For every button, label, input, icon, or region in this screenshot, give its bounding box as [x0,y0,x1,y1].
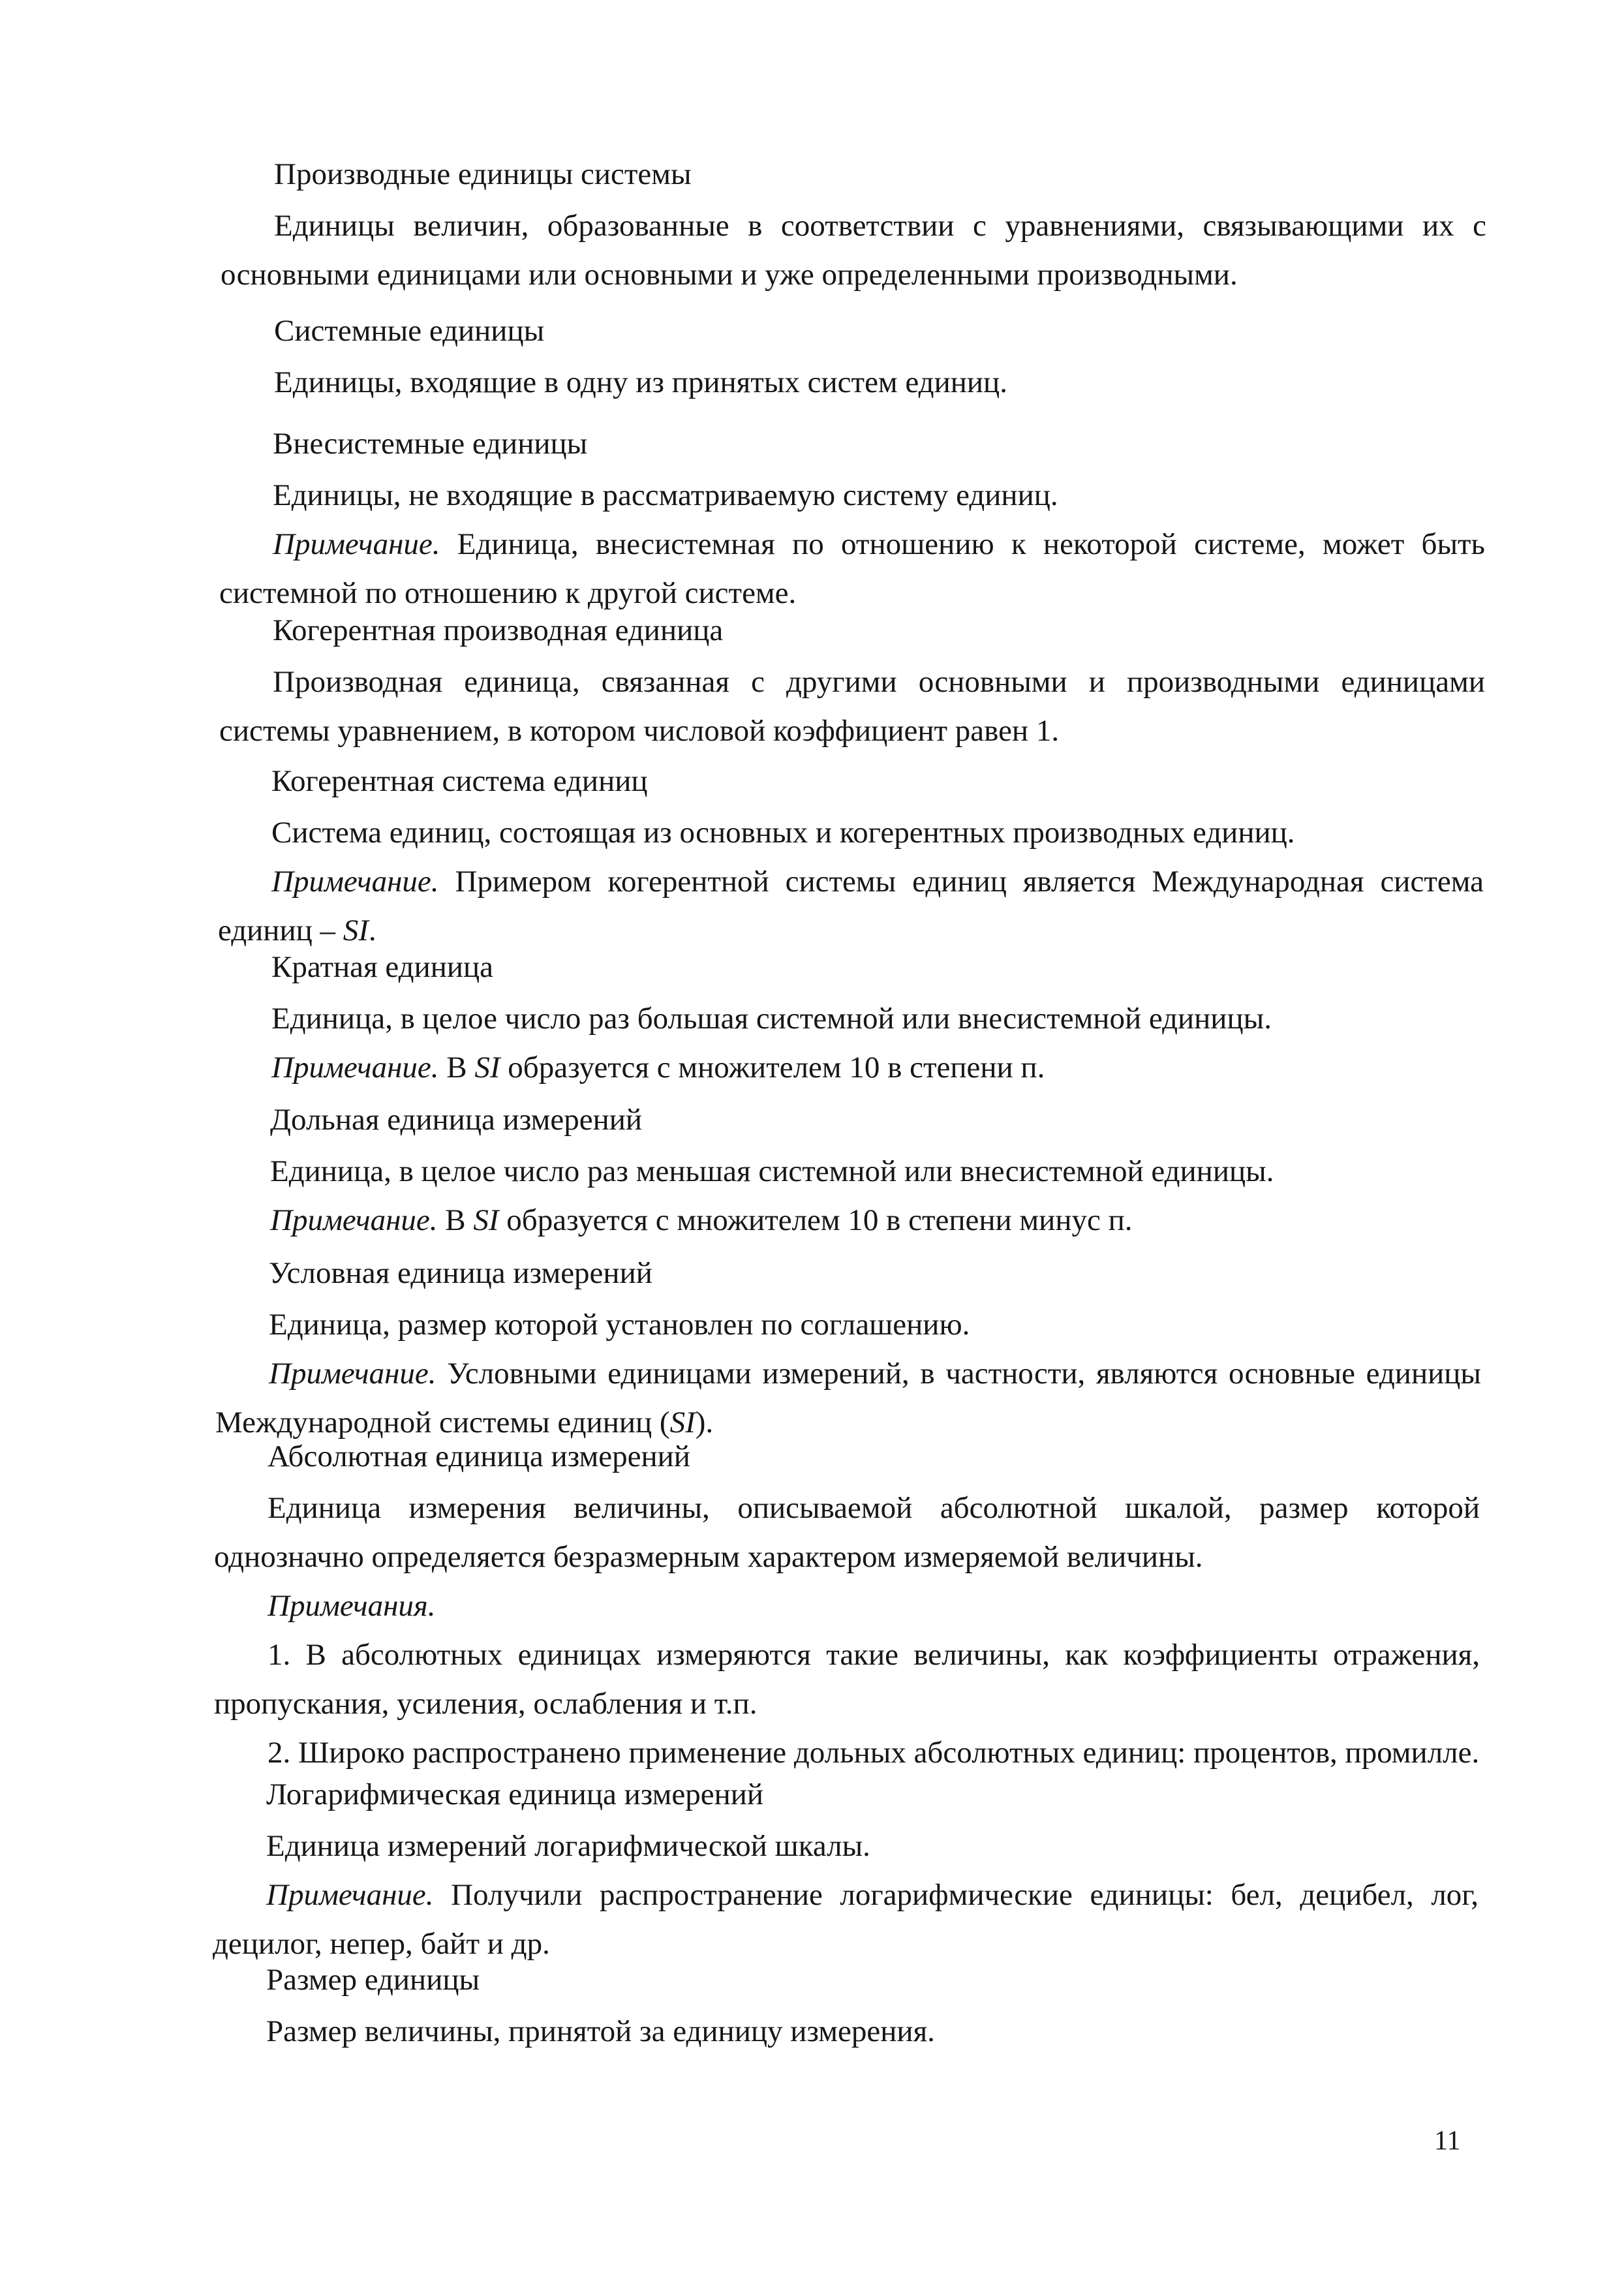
note-label: Примечание. [266,1878,434,1912]
term-multiple-unit [218,943,1484,1092]
term-definition: Размер величины, принятой за единицу измерения. [266,2014,935,2048]
term-note: Примечание. Единица, внесистемная по отношению к некоторой системе, может быть системной по отношению к другой системе. [219,527,1485,610]
term-definition: Единицы величин, образованные в соответствии с уравнениями, связывающими их с основными единицами или основными и уже определенными производными. [221,209,1486,292]
term-title: Условная единица измерений [269,1256,652,1290]
term-definition: Единицы, входящие в одну из принятых систем единиц. [274,365,1007,399]
term-submultiple-unit [217,1096,1482,1245]
term-note: Примечание. Примером когерентной системы единиц является Международная система единиц – SI. [218,865,1484,947]
term-title: Системные единицы [274,314,545,348]
term-coherent-derived-unit [219,606,1485,756]
term-title: Кратная единица [271,950,494,984]
term-notes-label [214,1582,1480,1631]
term-title: Логарифмическая единица измерений [266,1777,764,1811]
term-definition: Единица, в целое число раз большая системной или внесистемной единицы. [271,1002,1272,1036]
si-abbreviation: SI [343,914,369,947]
term-note: Примечание. Условными единицами измерений, в частности, являются основные единицы Международной системы единиц (SI). [215,1357,1481,1439]
term-title: Когерентная производная единица [273,613,724,647]
term-off-system-units [219,420,1485,618]
term-note: Примечание. В SI образуется с множителем 10 в степени минус п. [270,1203,1133,1237]
term-note: Примечание. В SI образуется с множителем 10 в степени п. [271,1051,1045,1085]
term-definition: Единицы, не входящие в рассматриваемую систему единиц. [273,478,1058,512]
term-definition: Производная единица, связанная с другими основными и производными единицами системы уравнением, в котором числовой коэффициент равен 1. [219,665,1485,748]
note-label: Примечания. [268,1589,436,1623]
term-title: Размер единицы [266,1963,480,1997]
term-definition: Единица, размер которой установлен по соглашению. [269,1308,970,1342]
term-title: Внесистемные единицы [273,427,588,461]
si-abbreviation: SI [669,1406,696,1439]
term-definition: Единица измерения величины, описываемой абсолютной шкалой, размер которой однозначно определяется безразмерным характером измеряемой величины. [214,1491,1480,1574]
term-note: Примечание. Получили распространение логарифмические единицы: бел, децибел, лог, децилог, непер, байт и др. [213,1878,1479,1961]
term-definition: Единица, в целое число раз меньшая системной или внесистемной единицы. [270,1154,1274,1188]
term-unit-size [213,1956,1478,2056]
note-label: Примечание. [271,865,439,899]
si-abbreviation: SI [474,1051,500,1085]
term-derived-units [221,150,1486,300]
term-absolute-unit [214,1432,1480,1777]
term-logarithmic-unit [213,1770,1478,1969]
term-title: Производные единицы системы [274,157,692,191]
note-label: Примечание. [271,1051,439,1085]
term-coherent-system [218,757,1484,955]
term-definition: Система единиц, состоящая из основных и когерентных производных единиц. [271,816,1295,850]
term-conventional-unit [215,1249,1481,1447]
si-abbreviation: SI [473,1203,499,1237]
note-label: Примечание. [269,1357,437,1391]
note-label: Примечание. [273,527,440,561]
term-definition: Единица измерений логарифмической шкалы. [266,1829,870,1863]
page-number: 11 [1434,2126,1461,2156]
term-title: Абсолютная единица измерений [268,1439,690,1473]
note-label: Примечание. [270,1203,438,1237]
term-system-units [221,307,1486,407]
term-note-item: 1. В абсолютных единицах измеряются такие величины, как коэффициенты отражения, пропускания, усиления, ослабления и т.п. [214,1638,1480,1721]
term-note-item: 2. Широко распространено применение дольных абсолютных единиц: процентов, промилле. [268,1736,1480,1770]
term-title: Когерентная система единиц [271,764,648,798]
term-title: Дольная единица измерений [270,1103,643,1137]
